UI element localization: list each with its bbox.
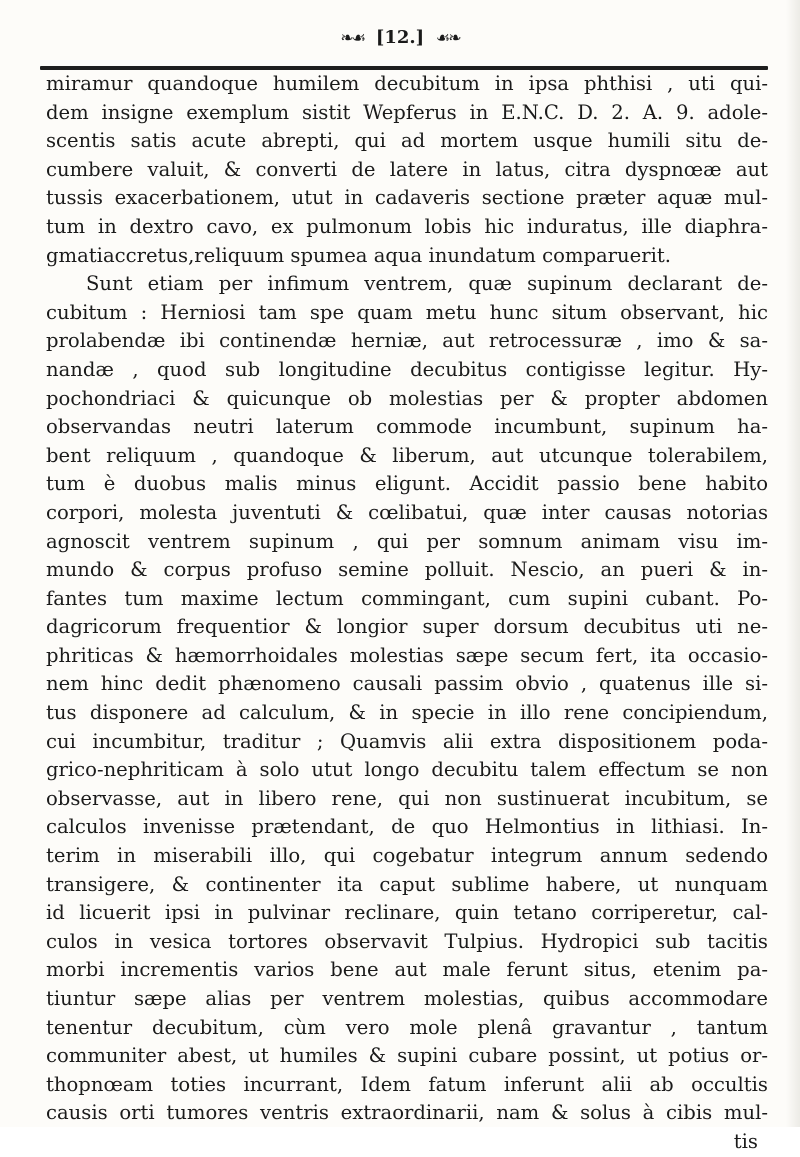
body-text xyxy=(46,70,768,1157)
text-line: cumbere valuit, & converti de latere in latus, citra dyspnœæ aut xyxy=(46,157,768,181)
text-line: culos in vesica tortores observavit Tulpius. Hydropici sub tacitis xyxy=(46,929,768,953)
text-line: scentis satis acute abrepti, qui ad mortem usque humili situ de- xyxy=(46,129,768,153)
text-line: tussis exacerbationem, utut in cadaveris sectione præter aquæ mul- xyxy=(46,186,768,210)
text-line: thopnœam toties incurrant, Idem fatum inferunt alii ab occultis xyxy=(46,1072,768,1096)
text-line: miramur quandoque humilem decubitum in ipsa phthisi , uti qui- xyxy=(46,72,768,95)
text-line: grico-nephriticam à solo utut longo decubitu talem effectum se non xyxy=(46,758,768,782)
text-line: tum è duobus malis minus eligunt. Accidit passio bene habito xyxy=(46,472,768,496)
catchword: tis xyxy=(733,1129,758,1153)
text-line: tenentur decubitum, cùm vero mole plenâ gravantur , tantum xyxy=(46,1015,768,1039)
text-line: observasse, aut in libero rene, qui non sustinuerat incubitum, se xyxy=(46,786,768,810)
text-line: prolabendæ ibi continendæ herniæ, aut retrocessuræ , imo & sa- xyxy=(46,329,768,353)
text-line: dagricorum frequentior & longior super dorsum decubitus uti ne- xyxy=(46,615,768,639)
text-line: dem insigne exemplum sistit Wepferus in E.N.C. D. 2. A. 9. adole- xyxy=(46,100,768,124)
text-line: nandæ , quod sub longitudine decubitus contigisse legitur. Hy- xyxy=(46,357,768,381)
text-line: morbi incrementis varios bene aut male ferunt situs, etenim pa- xyxy=(46,958,768,982)
text-line: agnoscit ventrem supinum , qui per somnum animam visu im- xyxy=(46,529,768,553)
text-line: Sunt etiam per infimum ventrem, quæ supinum declarant de- xyxy=(86,272,768,296)
text-line: tus disponere ad calculum, & in specie in illo rene concipiendum, xyxy=(46,701,768,725)
text-line: calculos invenisse prætendant, de quo Helmontius in lithiasi. In- xyxy=(46,815,768,839)
text-line: tum in dextro cavo, ex pulmonum lobis hic induratus, ille diaphra- xyxy=(46,214,768,238)
text-line: cui incumbitur, traditur ; Quamvis alii extra dispositionem poda- xyxy=(46,729,768,753)
text-line: causis orti tumores ventris extraordinarii, nam & solus à cibis mul- xyxy=(46,1101,768,1125)
header-ornament-right-icon: ☙❧ xyxy=(435,27,460,47)
text-line: communiter abest, ut humiles & supini cubare possint, ut potius or- xyxy=(46,1044,768,1068)
text-line: cubitum : Herniosi tam spe quam metu hunc situm observant, hic xyxy=(46,300,768,324)
text-line: bent reliquum , quandoque & liberum, aut utcunque tolerabilem, xyxy=(46,443,768,467)
text-line: transigere, & continenter ita caput sublime habere, ut nunquam xyxy=(46,872,768,896)
text-line: nem hinc dedit phænomeno causali passim obvio , quatenus ille si- xyxy=(46,672,768,696)
text-line: pochondriaci & quicunque ob molestias per & propter abdomen xyxy=(46,386,768,410)
page-gutter-shadow xyxy=(786,0,800,1127)
text-line: id licuerit ipsi in pulvinar reclinare, quin tetano corriperetur, cal- xyxy=(46,901,768,925)
page-number: [12.] xyxy=(375,26,425,48)
text-line: corpori, molesta juventuti & cœlibatui, quæ inter causas notorias xyxy=(46,500,768,524)
text-line: terim in miserabili illo, qui cogebatur integrum annum sedendo xyxy=(46,844,768,868)
text-line: fantes tum maxime lectum commingant, cum supini cubant. Po- xyxy=(46,586,768,610)
text-line: mundo & corpus profuso semine polluit. Nescio, an pueri & in- xyxy=(46,558,768,582)
running-header xyxy=(0,26,800,58)
text-line: observandas neutri laterum commode incumbunt, supinum ha- xyxy=(46,415,768,439)
text-line: tiuntur sæpe alias per ventrem molestias, quibus accommodare xyxy=(46,987,768,1010)
header-ornament-left-icon: ❧☙ xyxy=(340,27,365,47)
text-line: phriticas & hæmorrhoidales molestias sæpe secum fert, ita occasio- xyxy=(46,643,768,667)
text-line: gmatiaccretus,reliquum spumea aqua inundatum comparuerit. xyxy=(46,243,671,267)
